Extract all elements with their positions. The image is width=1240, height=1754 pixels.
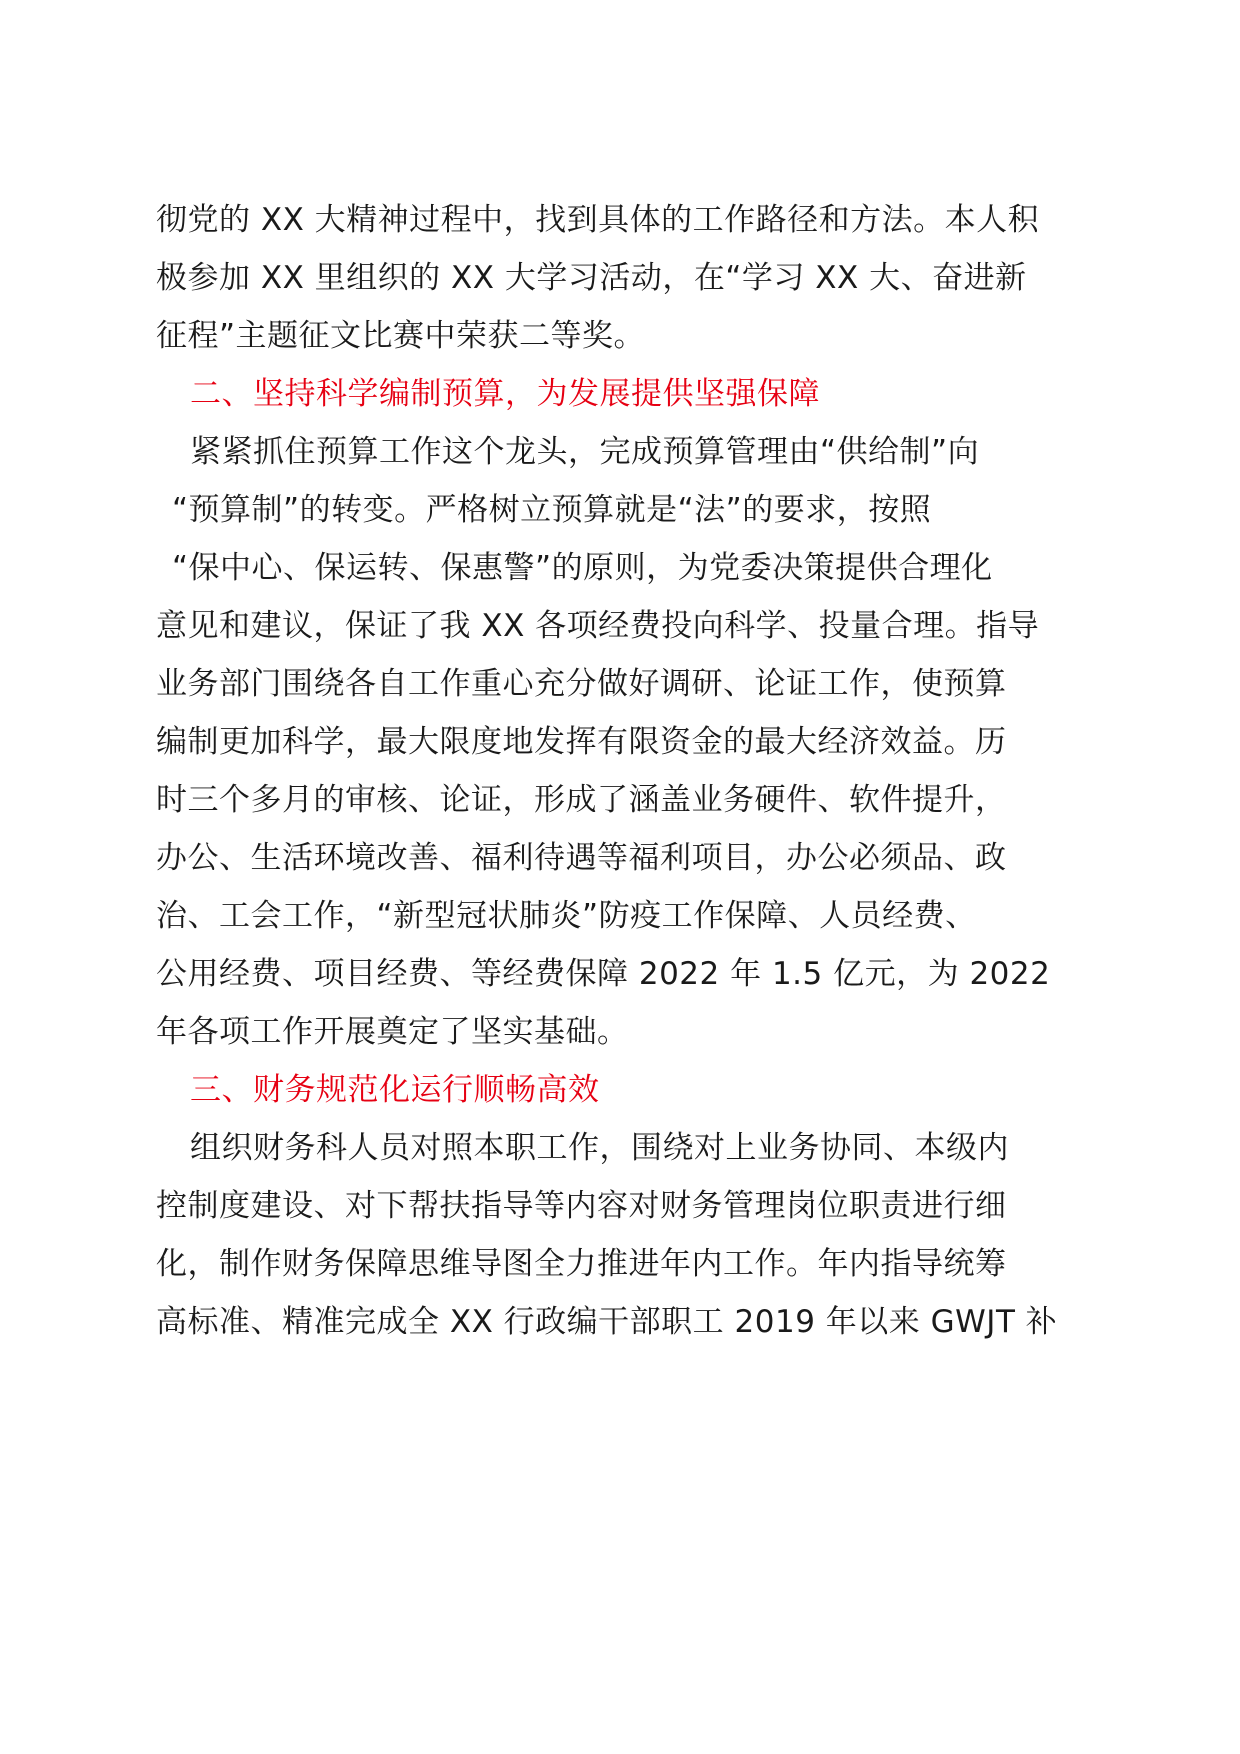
section-heading-3: 三、财务规范化运行顺畅高效 <box>190 1072 600 1108</box>
text-line: 高标准、精准完成全 XX 行政编干部职工 2019 年以来 GWJT 补 <box>156 1304 1058 1340</box>
section-heading-2: 二、坚持科学编制预算，为发展提供坚强保障 <box>190 376 820 412</box>
text-line: 时三个多月的审核、论证，形成了涵盖业务硬件、软件提升， <box>156 782 1007 818</box>
text-line: “预算制”的转变。严格树立预算就是“法”的要求，按照 <box>172 492 932 528</box>
text-line: 年各项工作开展奠定了坚实基础。 <box>156 1014 629 1050</box>
text-line: 业务部门围绕各自工作重心充分做好调研、论证工作，使预算 <box>156 666 1007 702</box>
text-line: 意见和建议，保证了我 XX 各项经费投向科学、投量合理。指导 <box>156 608 1040 644</box>
text-line: 化，制作财务保障思维导图全力推进年内工作。年内指导统筹 <box>156 1246 1007 1282</box>
text-line: 控制度建设、对下帮扶指导等内容对财务管理岗位职责进行细 <box>156 1188 1007 1224</box>
text-line: 征程”主题征文比赛中荣获二等奖。 <box>156 318 646 354</box>
text-line: 编制更加科学，最大限度地发挥有限资金的最大经济效益。历 <box>156 724 1007 760</box>
text-line: 公用经费、项目经费、等经费保障 2022 年 1.5 亿元，为 2022 <box>156 956 1051 992</box>
text-line: 紧紧抓住预算工作这个龙头，完成预算管理由“供给制”向 <box>190 434 980 470</box>
text-line: 彻党的 XX 大精神过程中，找到具体的工作路径和方法。本人积 <box>156 202 1040 238</box>
text-line: 极参加 XX 里组织的 XX 大学习活动，在“学习 XX 大、奋进新 <box>156 260 1027 296</box>
text-line: 治、工会工作，“新型冠状肺炎”防疫工作保障、人员经费、 <box>156 898 977 934</box>
text-line: 办公、生活环境改善、福利待遇等福利项目，办公必须品、政 <box>156 840 1007 876</box>
text-line: “保中心、保运转、保惠警”的原则，为党委决策提供合理化 <box>172 550 993 586</box>
text-line: 组织财务科人员对照本职工作，围绕对上业务协同、本级内 <box>190 1130 1009 1166</box>
